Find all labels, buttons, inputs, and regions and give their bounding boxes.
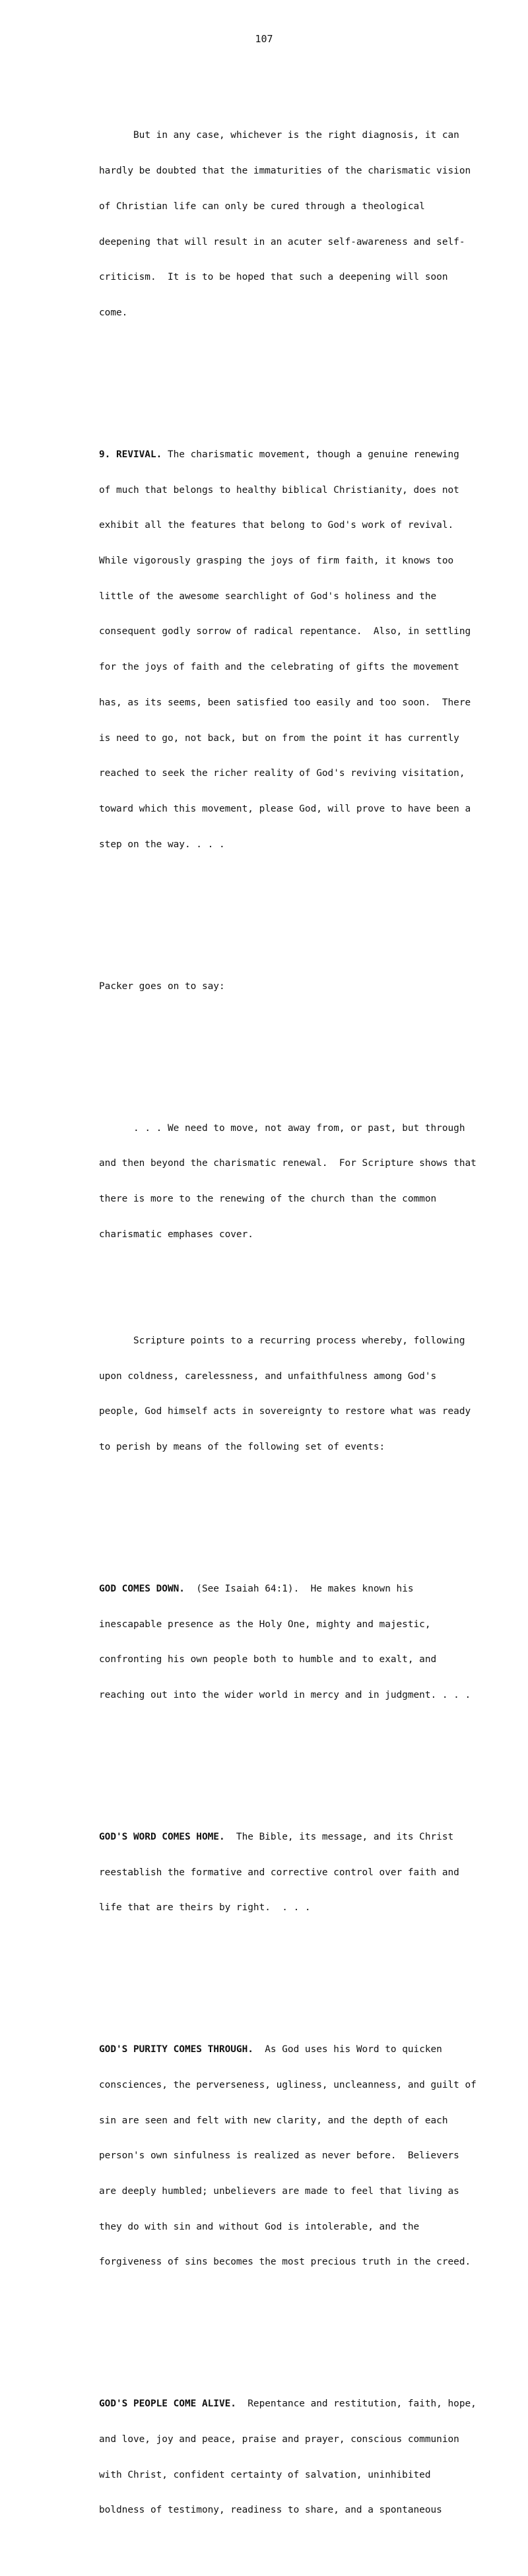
text-line: and love, joy and peace, praise and prayer, conscious communion xyxy=(99,2434,459,2445)
paragraph-intro-quote xyxy=(99,957,508,1017)
text-line: and then beyond the charismatic renewal. For Scripture shows that xyxy=(99,1158,477,1169)
paragraph-quote-beyond xyxy=(99,1099,508,1265)
text-line: hardly be doubted that the immaturities of the charismatic vision xyxy=(99,166,471,177)
paragraph-gods-people-come-alive xyxy=(99,2375,508,2541)
text-line: forgiveness of sins becomes the most precious truth in the creed. xyxy=(99,2257,471,2268)
text-line: of much that belongs to healthy biblical Christianity, does not xyxy=(99,484,459,496)
paragraph-gap xyxy=(99,2316,508,2328)
section-heading: GOD COMES DOWN. xyxy=(99,1583,185,1594)
text-line: for the joys of faith and the celebrating of gifts the movement xyxy=(99,662,459,673)
paragraph-god-comes-down xyxy=(99,1560,508,1725)
text-line: come. xyxy=(99,307,128,319)
text-line: they do with sin and without God is intolerable, and the xyxy=(99,2221,420,2232)
paragraph-gap xyxy=(99,1040,508,1052)
text-line: exhibit all the features that belong to God's work of revival. xyxy=(99,520,454,531)
text-line: consciences, the perverseness, ugliness, uncleanness, and guilt of xyxy=(99,2079,477,2090)
text-run: (See Isaiah 64:1). He makes known his xyxy=(184,1583,414,1594)
text-line: charismatic emphases cover. xyxy=(99,1229,253,1240)
text-run: Repentance and restitution, faith, hope, xyxy=(236,2399,477,2410)
section-heading: GOD'S WORD COMES HOME. xyxy=(99,1831,225,1842)
text-line: boldness of testimony, readiness to share, and a spontaneous xyxy=(99,2505,442,2516)
text-line: life that are theirs by right. . . . xyxy=(99,1902,311,1914)
text-line: to perish by means of the following set of events: xyxy=(99,1441,385,1452)
text-line: inescapable presence as the Holy One, mighty and majestic, xyxy=(99,1619,431,1630)
text-line: criticism. It is to be hoped that such a deepening will soon xyxy=(99,272,448,283)
text-line: upon coldness, carelessness, and unfaithfulness among God's xyxy=(99,1370,437,1382)
paragraph-gap xyxy=(99,1501,508,1513)
text-line: of Christian life can only be cured through a theological xyxy=(99,201,425,212)
section-heading: 9. REVIVAL. xyxy=(99,449,162,460)
text-line: But in any case, whichever is the right diagnosis, it can xyxy=(133,130,459,141)
paragraph-gap xyxy=(99,1962,508,1974)
text-line: Packer goes on to say: xyxy=(99,981,225,992)
text-line: toward which this movement, please God, will prove to have been a xyxy=(99,804,471,815)
text-line: Scripture points to a recurring process whereby, following xyxy=(133,1335,465,1346)
text-run: The Bible, its message, and its Christ xyxy=(224,1831,454,1842)
text-line: consequent godly sorrow of radical repentance. Also, in settling xyxy=(99,626,471,637)
text-line: are deeply humbled; unbelievers are made to feel that living as xyxy=(99,2186,459,2197)
text-line xyxy=(99,2044,508,2056)
text-line: deepening that will result in an acuter self-awareness and self- xyxy=(99,236,465,247)
text-line: person's own sinfulness is realized as never before. Believers xyxy=(99,2150,459,2162)
text-line: little of the awesome searchlight of God's holiness and the xyxy=(99,591,437,602)
text-line: people, God himself acts in sovereignty to restore what was ready xyxy=(99,1406,471,1417)
text-run: As God uses his Word to quicken xyxy=(253,2044,442,2055)
text-line xyxy=(99,449,508,461)
text-line: . . . We need to move, not away from, or past, but through xyxy=(133,1122,465,1134)
text-line: reestablish the formative and corrective control over faith and xyxy=(99,1867,459,1878)
text-line: reaching out into the wider world in mercy and in judgment. . . . xyxy=(99,1690,471,1700)
paragraph-gods-word-comes-home xyxy=(99,1808,508,1938)
text-line: with Christ, confident certainty of salvation, uninhibited xyxy=(99,2469,431,2480)
text-line: sin are seen and felt with new clarity, and the depth of each xyxy=(99,2115,448,2126)
paragraph-gap xyxy=(99,898,508,910)
text-line: has, as its seems, been satisfied too easily and too soon. There xyxy=(99,697,471,708)
text-line: While vigorously grasping the joys of firm faith, it knows too xyxy=(99,556,454,567)
paragraph-gap xyxy=(99,1749,508,1761)
text-line: is need to go, not back, but on from the point it has currently xyxy=(99,732,459,744)
text-line: there is more to the renewing of the church than the common xyxy=(99,1193,437,1204)
paragraph-gap xyxy=(99,367,508,379)
text-line xyxy=(99,1832,508,1844)
section-heading: GOD'S PURITY COMES THROUGH. xyxy=(99,2044,253,2055)
text-run: The charismatic movement, though a genuine renewing xyxy=(162,449,459,460)
paragraph-scripture-process xyxy=(99,1312,508,1477)
page-number: 107 xyxy=(255,33,273,45)
body-text xyxy=(99,59,508,2576)
text-line xyxy=(99,1584,508,1595)
text-line xyxy=(99,2399,508,2410)
paragraph-diagnosis xyxy=(99,107,508,343)
paragraph-revival xyxy=(99,426,508,874)
text-line: step on the way. . . . xyxy=(99,839,225,850)
section-heading: GOD'S PEOPLE COME ALIVE. xyxy=(99,2399,236,2410)
text-line: confronting his own people both to humble and to exalt, and xyxy=(99,1654,437,1665)
paragraph-gods-purity-comes-through xyxy=(99,2020,508,2292)
text-line: reached to seek the richer reality of God's reviving visitation, xyxy=(99,768,465,779)
